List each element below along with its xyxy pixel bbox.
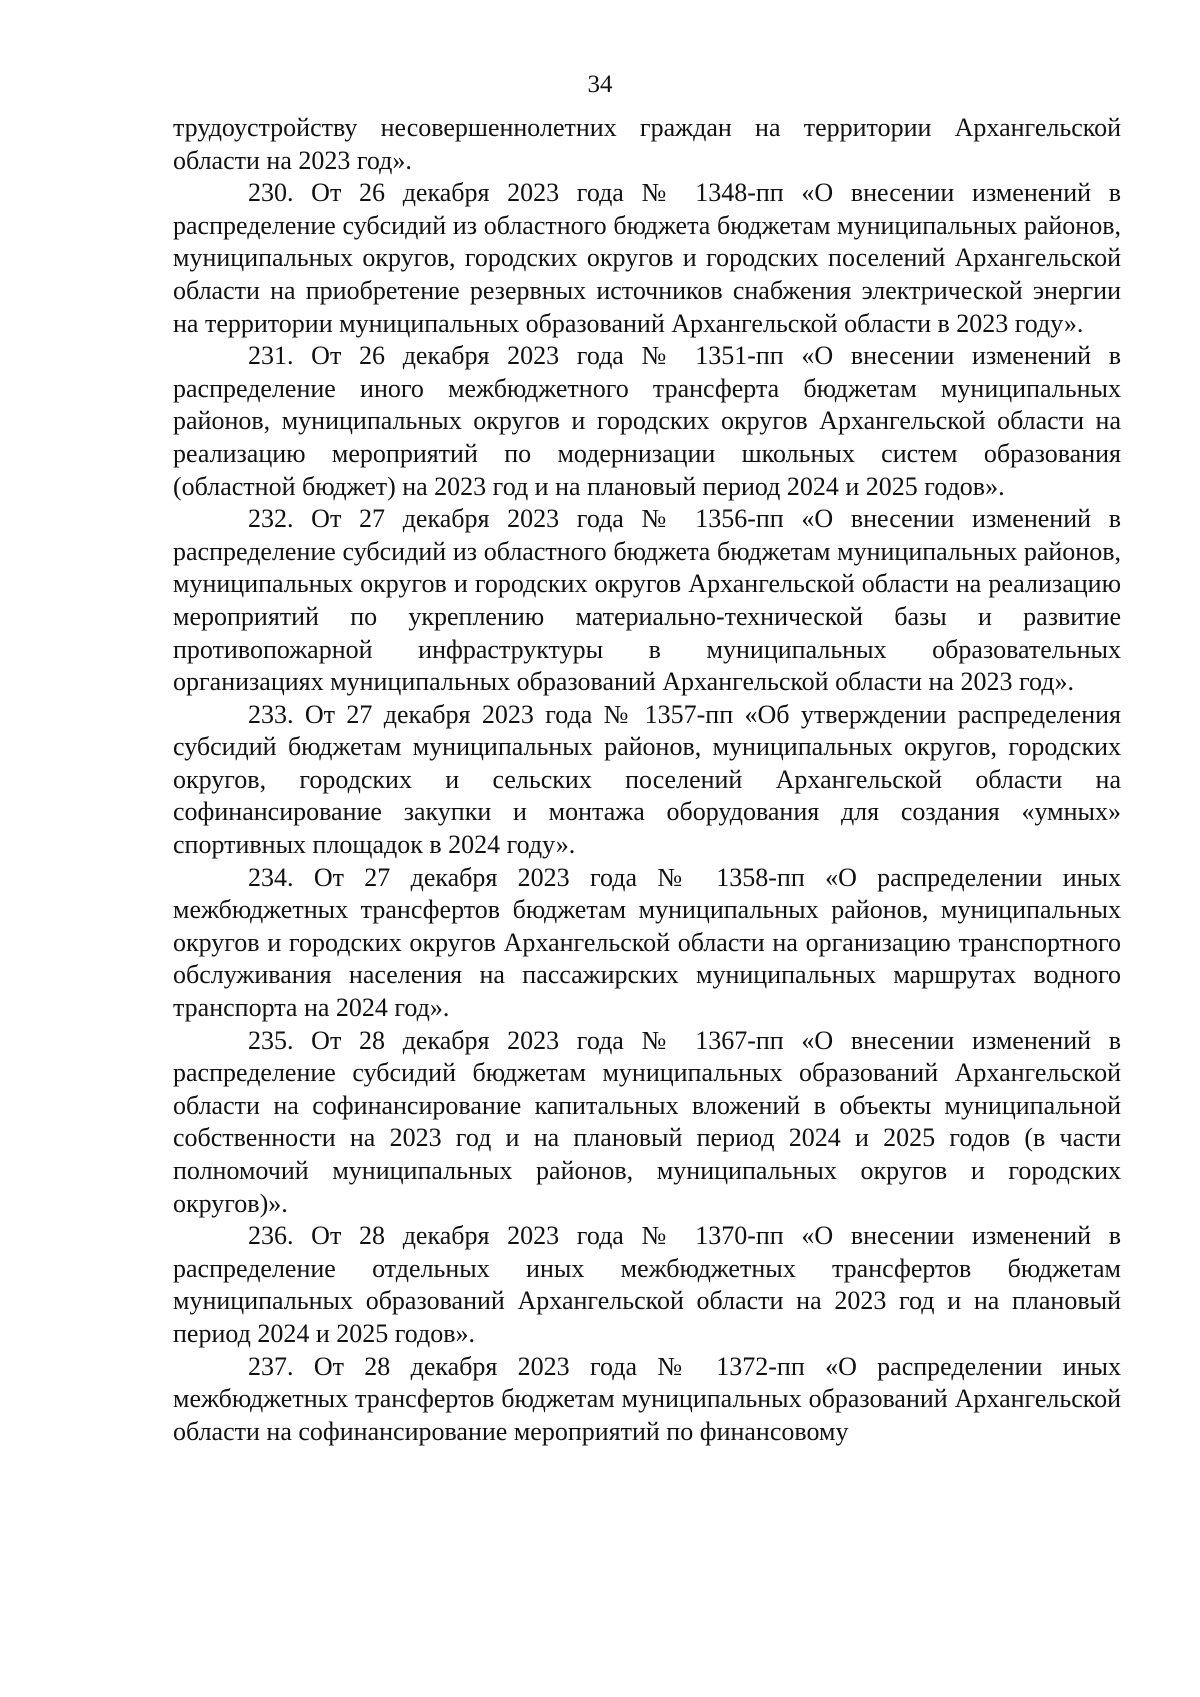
paragraph-continuation: трудоустройству несовершеннолетних граждан на территории Архангельской области на 2023 год». (173, 113, 1121, 175)
paragraph-item-232: 232. От 27 декабря 2023 года № 1356-пп «О внесении изменений в распределение субсидий из областного бюджета бюджетам муниципальных районов, муниципальных округов и городских округов Архангельской области на реализацию мероприятий по укреплению материально-технической базы и развитие противопожарной инфраструктуры в муниципальных образовательных организациях муниципальных образований Архангельской области на 2023 год». (173, 504, 1121, 697)
paragraph-item-233: 233. От 27 декабря 2023 года № 1357-пп «Об утверждении распределения субсидий бюджетам муниципальных районов, муниципальных округов, городских округов, городских и сельских поселений Архангельской области на софинансирование закупки и монтажа оборудования для создания «умных» спортивных площадок в 2024 году». (173, 699, 1121, 860)
paragraph-item-237: 237. От 28 декабря 2023 года № 1372-пп «О распределении иных межбюджетных трансфертов бюджетам муниципальных образований Архангельской области на софинансирование мероприятий по финансовому (173, 1351, 1121, 1446)
page-number: 34 (587, 71, 613, 98)
document-body (173, 112, 1121, 1448)
paragraph-item-230: 230. От 26 декабря 2023 года № 1348-пп «О внесении изменений в распределение субсидий из областного бюджета бюджетам муниципальных районов, муниципальных округов, городских округов и городских поселений Архангельской области на приобретение резервных источников снабжения электрической энергии на территории муниципальных образований Архангельской области в 2023 году». (173, 178, 1121, 338)
paragraph-item-234: 234. От 27 декабря 2023 года № 1358-пп «О распределении иных межбюджетных трансфертов бюджетам муниципальных районов, муниципальных округов и городских округов Архангельской области на организацию транспортного обслуживания населения на пассажирских муниципальных маршрутах водного транспорта на 2024 год». (173, 862, 1121, 1023)
paragraph-item-235: 235. От 28 декабря 2023 года № 1367-пп «О внесении изменений в распределение субсидий бюджетам муниципальных образований Архангельской области на софинансирование капитальных вложений в объекты муниципальной собственности на 2023 год и на плановый период 2024 и 2025 годов (в части полномочий муниципальных районов, муниципальных округов и городских округов)». (173, 1025, 1121, 1218)
paragraph-item-231: 231. От 26 декабря 2023 года № 1351-пп «О внесении изменений в распределение иного межбюджетного трансферта бюджетам муниципальных районов, муниципальных округов и городских округов Архангельской области на реализацию мероприятий по модернизации школьных систем образования (областной бюджет) на 2023 год и на плановый период 2024 и 2025 годов». (173, 341, 1121, 501)
paragraph-item-236: 236. От 28 декабря 2023 года № 1370-пп «О внесении изменений в распределение отдельных иных межбюджетных трансфертов бюджетам муниципальных образований Архангельской области на 2023 год и на плановый период 2024 и 2025 годов». (173, 1221, 1121, 1348)
